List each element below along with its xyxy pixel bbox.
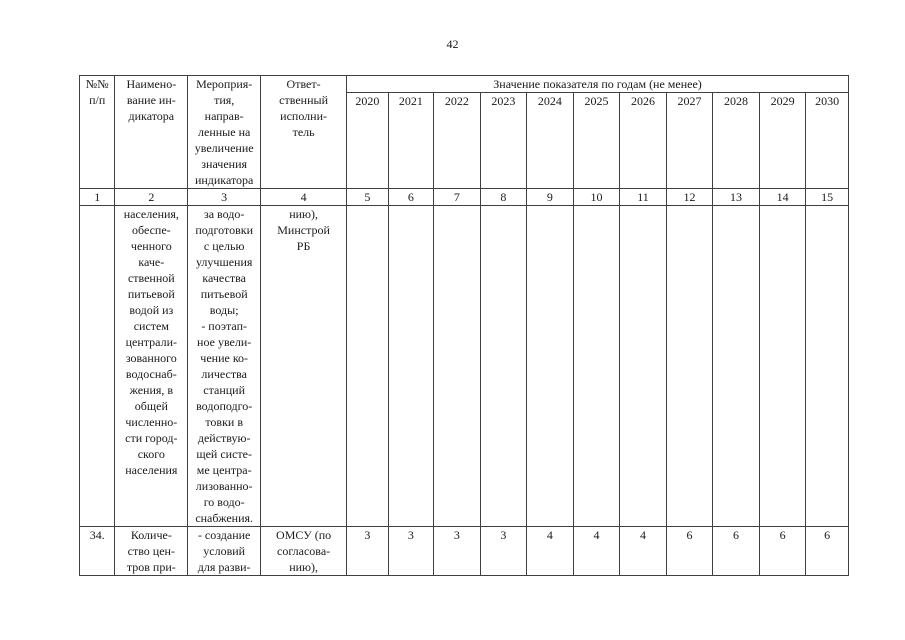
header-year: 2025 [573, 93, 620, 189]
header-year: 2020 [347, 93, 388, 189]
column-number: 15 [806, 189, 849, 206]
header-year: 2024 [527, 93, 574, 189]
row-value [806, 206, 849, 527]
column-numbers-row [80, 189, 849, 206]
header-values-group: Значение показателя по годам (не менее) [347, 76, 849, 93]
row-measures: за водо- подготовки с целью улучшения качества питьевой воды; - поэтап- ное увели- чение ко- личества станций водоподго- товки в действую- щей систе- ме центра- лизованно- го водо- снабжения. [188, 206, 261, 527]
row-value: 6 [759, 527, 806, 576]
row-value [388, 206, 434, 527]
row-value: 3 [388, 527, 434, 576]
column-number: 9 [527, 189, 574, 206]
row-value [347, 206, 388, 527]
row-value [620, 206, 667, 527]
header-year: 2029 [759, 93, 806, 189]
column-number: 5 [347, 189, 388, 206]
column-number: 4 [261, 189, 347, 206]
header-responsible: Ответ- ственный исполни- тель [261, 76, 347, 189]
row-indicator: Количе- ство цен- тров при- [115, 527, 188, 576]
page-number: 42 [446, 37, 459, 51]
column-number: 14 [759, 189, 806, 206]
row-value [527, 206, 574, 527]
row-value [666, 206, 713, 527]
row-value: 4 [573, 527, 620, 576]
row-value: 3 [480, 527, 527, 576]
row-value [434, 206, 481, 527]
column-number: 11 [620, 189, 667, 206]
header-year: 2028 [713, 93, 760, 189]
column-number: 6 [388, 189, 434, 206]
header-year: 2022 [434, 93, 481, 189]
row-num [80, 206, 115, 527]
header-indicator: Наимено- вание ин- дикатора [115, 76, 188, 189]
row-value [480, 206, 527, 527]
row-value: 4 [527, 527, 574, 576]
column-number: 12 [666, 189, 713, 206]
row-value: 3 [347, 527, 388, 576]
table-row-continuation [80, 206, 849, 527]
column-number: 10 [573, 189, 620, 206]
row-responsible: нию), Минстрой РБ [261, 206, 347, 527]
header-year: 2030 [806, 93, 849, 189]
row-measures: - создание условий для разви- [188, 527, 261, 576]
row-value: 6 [713, 527, 760, 576]
header-year: 2023 [480, 93, 527, 189]
header-year: 2026 [620, 93, 667, 189]
column-number: 13 [713, 189, 760, 206]
header-num: №№ п/п [80, 76, 115, 189]
row-indicator: населения, обеспе- ченного каче- ственной питьевой водой из систем централи- зованного водоснаб- жения, в общей численно- сти город- ского населения [115, 206, 188, 527]
row-value: 6 [806, 527, 849, 576]
row-value [713, 206, 760, 527]
row-value [573, 206, 620, 527]
row-value [759, 206, 806, 527]
row-value: 6 [666, 527, 713, 576]
header-row-1 [80, 76, 849, 93]
row-value: 4 [620, 527, 667, 576]
row-value: 3 [434, 527, 481, 576]
column-number: 7 [434, 189, 481, 206]
column-number: 2 [115, 189, 188, 206]
indicator-table [79, 75, 849, 576]
row-num: 34. [80, 527, 115, 576]
row-responsible: ОМСУ (по согласова- нию), [261, 527, 347, 576]
column-number: 3 [188, 189, 261, 206]
header-year: 2021 [388, 93, 434, 189]
column-number: 1 [80, 189, 115, 206]
header-year: 2027 [666, 93, 713, 189]
table-row-34 [80, 527, 849, 576]
header-measures: Мероприя- тия, направ- ленные на увеличение значения индикатора [188, 76, 261, 189]
column-number: 8 [480, 189, 527, 206]
